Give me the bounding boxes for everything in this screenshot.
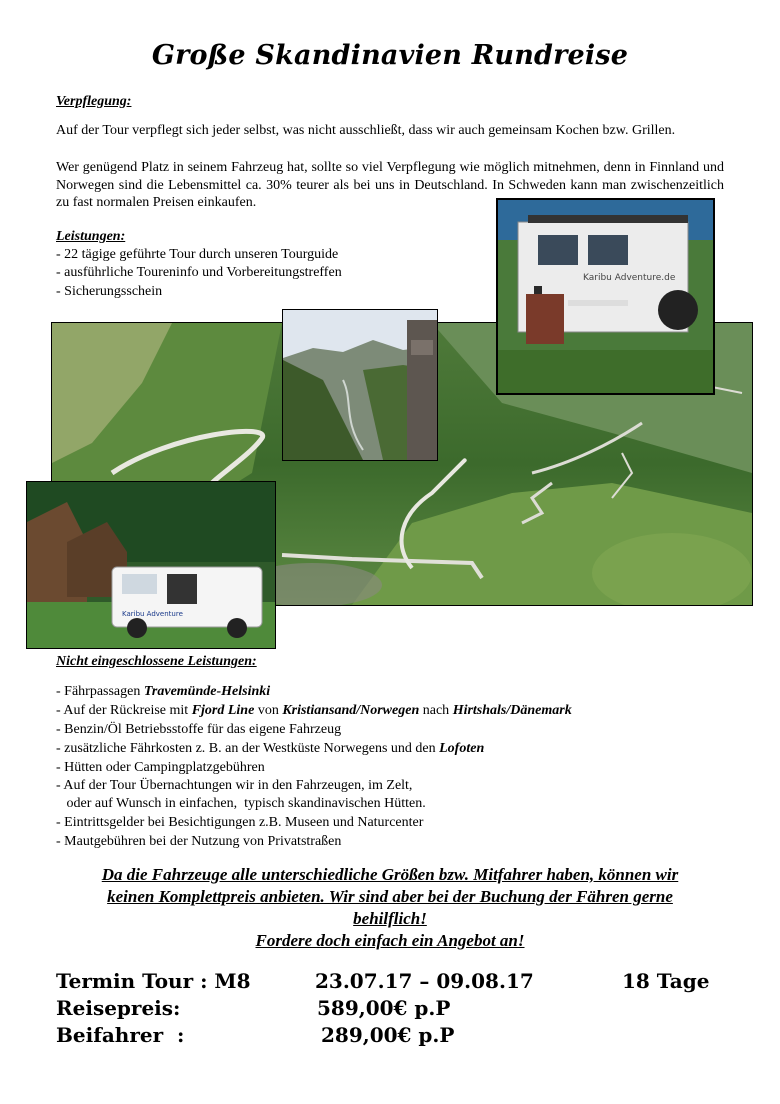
termin-label: Termin Tour : M8 [56, 969, 251, 993]
exclusion-item: - Hütten oder Campingplatzgebühren [56, 760, 265, 775]
exclusion-text: nach [419, 703, 453, 718]
leistungen-item: - 22 tägige geführte Tour durch unseren Tourguide [56, 247, 339, 262]
termin-dates: 23.07.17 – 09.08.17 [315, 969, 534, 993]
leistungen-item: - Sicherungsschein [56, 284, 163, 299]
lofoten-label: Lofoten [439, 741, 485, 756]
exclusion-item: - Auf der Tour Übernachtungen wir in den Fahrzeugen, im Zelt, [56, 778, 413, 793]
ferry-destination: Hirtshals/Dänemark [452, 703, 572, 718]
page-title: Große Skandinavien Rundreise [151, 40, 629, 71]
verpflegung-heading: Verpflegung: [56, 94, 132, 109]
exclusion-text: - zusätzliche Fährkosten z. B. an der Westküste Norwegens und den [56, 741, 440, 756]
ferry-origin: Kristiansand/Norwegen [282, 703, 420, 718]
exclusion-item: oder auf Wunsch in einfachen, typisch skandinavischen Hütten. [56, 796, 426, 811]
verpflegung-para-1: Auf der Tour verpflegt sich jeder selbst, was nicht ausschließt, dass wir auch gemeinsam Kochen bzw. Grillen. [56, 123, 676, 138]
exclusion-item [56, 683, 270, 701]
ferry-line-name: Fjord Line [191, 703, 255, 718]
termin-days: 18 Tage [622, 969, 710, 993]
jeep-sign-text: Karibu Adventure.de [583, 273, 676, 283]
jeep-camping-photo [496, 198, 715, 395]
exclusion-item: - Benzin/Öl Betriebsstoffe für das eigene Fahrzeug [56, 722, 342, 737]
exclusion-item: - Eintrittsgelder bei Besichtigungen z.B. Museen und Naturcenter [56, 815, 424, 830]
notice-call-to-action: Fordere doch einfach ein Angebot an! [255, 931, 525, 950]
leistungen-item: - ausführliche Toureninfo und Vorbereitungstreffen [56, 265, 342, 280]
notice-line: keinen Komplettpreis anbieten. Wir sind aber bei der Buchung der Fähren gerne [107, 887, 673, 906]
notice-line: behilflich! [353, 909, 427, 928]
verpflegung-para-2: Wer genügend Platz in seinem Fahrzeug hat, sollte so viel Verpflegung wie möglich mitnehmen, denn in Finnland und Norwegen sind die Lebensmittel ca. 30% teurer als bei uns in Deutschland. In Schweden kann man zwischenzeitlich zu fast normalen Preisen einkaufen. [56, 160, 724, 210]
leistungen-heading: Leistungen: [56, 229, 126, 244]
ferry-route: Travemünde-Helsinki [143, 684, 271, 699]
beifahrer-label: Beifahrer : [56, 1023, 185, 1047]
exclusion-text: - Fährpassagen [56, 684, 144, 699]
exclusion-text: von [254, 703, 283, 718]
notice-line: Da die Fahrzeuge alle unterschiedliche Größen bzw. Mitfahrer haben, können wir [101, 865, 679, 884]
exclusion-item: - Mautgebühren bei der Nutzung von Privatstraßen [56, 834, 342, 849]
nicht-eingeschlossen-heading: Nicht eingeschlossene Leistungen: [56, 654, 257, 669]
exclusion-item [56, 740, 484, 758]
beifahrer-value: 289,00€ p.P [321, 1023, 455, 1047]
van-cabins-photo [26, 481, 276, 649]
exclusion-item [56, 702, 572, 720]
van-sign-text: Karibu Adventure [122, 610, 183, 618]
mountain-valley-photo [282, 309, 438, 461]
reisepreis-label: Reisepreis: [56, 996, 181, 1020]
pricing-notice [60, 864, 720, 952]
reisepreis-value: 589,00€ p.P [317, 996, 451, 1020]
exclusion-text: - Auf der Rückreise mit [56, 703, 192, 718]
